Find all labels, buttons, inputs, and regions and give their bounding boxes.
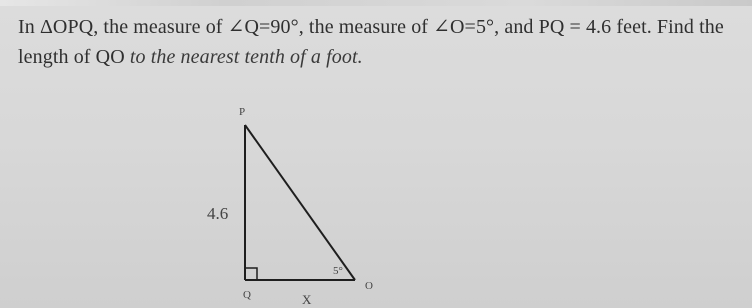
question-rounding-instruction: to the nearest tenth of a foot. (129, 46, 363, 68)
vertex-q-label: Q (243, 289, 251, 301)
vertex-p-label: P (239, 106, 246, 118)
question-line-2-text: length of QO (18, 46, 130, 68)
side-pq-length-label: 4.6 (207, 204, 229, 223)
right-angle-marker (245, 268, 257, 280)
angle-o-label: 5° (333, 265, 343, 277)
page-top-edge (0, 0, 752, 6)
side-qo-unknown-label: X (302, 292, 312, 307)
side-po-line (245, 125, 355, 280)
question-line-1 (18, 12, 748, 42)
question-line-1-text: In ΔOPQ, the measure of ∠Q=90°, the measure of ∠O=5°, and PQ = 4.6 feet. Find the (18, 16, 724, 38)
triangle-diagram (195, 100, 395, 308)
question-text (18, 12, 748, 72)
triangle-figure (195, 100, 395, 308)
question-line-2 (18, 42, 748, 72)
vertex-o-label: O (365, 280, 373, 292)
